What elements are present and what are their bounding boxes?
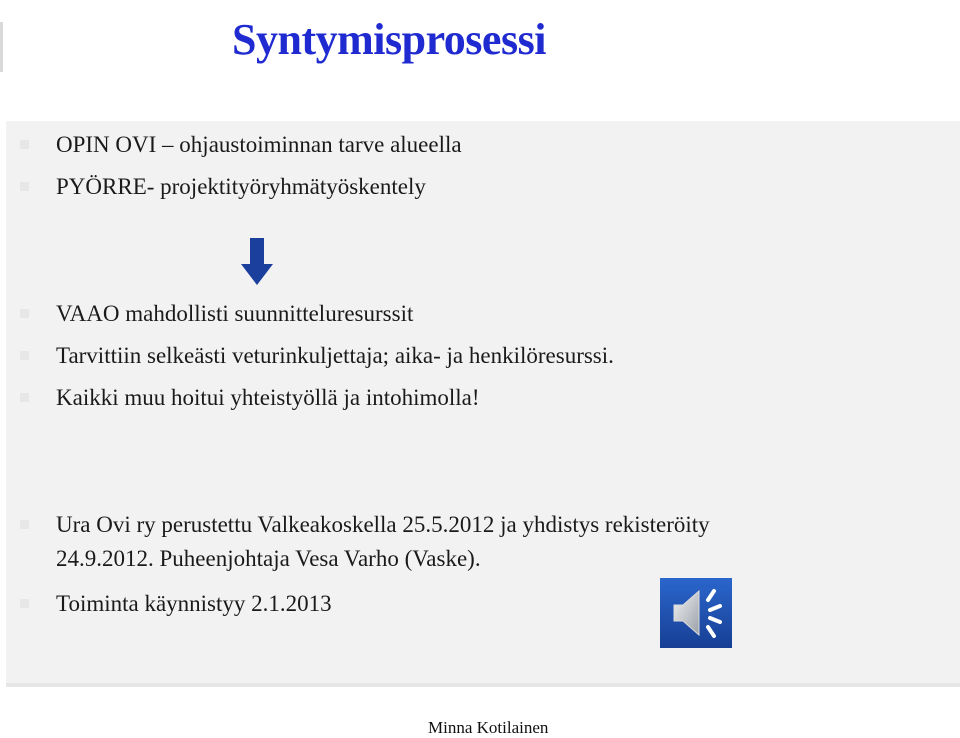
arrow-down-icon (240, 238, 274, 286)
bullet-ura-ovi: Ura Ovi ry perustettu Valkeakoskella 25.5.2012 ja yhdistys rekisteröity (56, 512, 710, 537)
bullet-opin-ovi: OPIN OVI – ohjaustoiminnan tarve alueella (56, 132, 462, 157)
bullet-vaao: VAAO mahdollisti suunnitteluresurssit (56, 301, 414, 326)
footer-author: Minna Kotilainen (428, 718, 549, 737)
footer-divider (6, 683, 960, 687)
bullet-ura-ovi-continued: 24.9.2012. Puheenjohtaja Vesa Varho (Vaske). (56, 546, 481, 571)
bullet-marker (20, 520, 29, 529)
bullet-marker (20, 393, 29, 402)
bullet-marker (20, 599, 29, 608)
bullet-marker (20, 351, 29, 360)
title-area (0, 0, 960, 118)
bullet-marker (20, 309, 29, 318)
bullet-marker (20, 140, 29, 149)
bullet-kaikki-muu: Kaikki muu hoitui yhteistyöllä ja intohimolla! (56, 385, 480, 410)
bullet-toiminta: Toiminta käynnistyy 2.1.2013 (56, 591, 332, 616)
slide-title: Syntymisprosessi (232, 15, 546, 64)
title-edge (0, 22, 3, 72)
bullet-pyorre: PYÖRRE- projektityöryhmätyöskentely (56, 174, 426, 199)
bullet-marker (20, 182, 29, 191)
bullet-tarvittiin: Tarvittiin selkeästi veturinkuljettaja; aika- ja henkilöresurssi. (56, 343, 614, 368)
speaker-icon[interactable] (660, 578, 732, 648)
